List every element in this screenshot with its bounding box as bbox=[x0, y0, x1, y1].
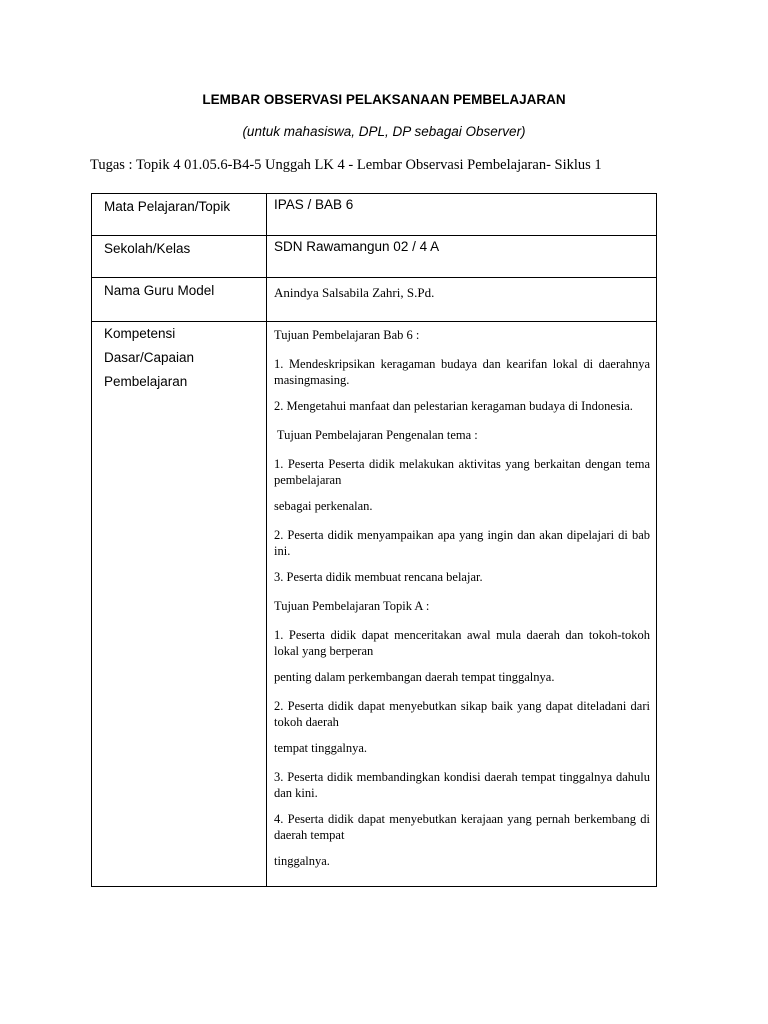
competency-label-line: Kompetensi bbox=[104, 326, 176, 341]
row-label-school-class: Sekolah/Kelas bbox=[92, 236, 267, 278]
competency-paragraph: sebagai perkenalan. bbox=[274, 499, 373, 513]
table-row bbox=[92, 236, 657, 278]
competency-paragraph: 4. Peserta didik dapat menyebutkan kerajaan yang pernah berkembang di daerah tempat bbox=[274, 812, 650, 842]
table-row bbox=[92, 322, 657, 887]
row-value-subject: IPAS / BAB 6 bbox=[267, 194, 657, 236]
row-label-subject: Mata Pelajaran/Topik bbox=[92, 194, 267, 236]
document-subtitle: (untuk mahasiswa, DPL, DP sebagai Observer) bbox=[242, 124, 526, 139]
competency-paragraph: 3. Peserta didik membandingkan kondisi daerah tempat tinggalnya dahulu dan kini. bbox=[274, 770, 650, 800]
competency-paragraph: penting dalam perkembangan daerah tempat tinggalnya. bbox=[274, 670, 555, 684]
competency-paragraph: 3. Peserta didik membuat rencana belajar. bbox=[274, 570, 483, 584]
competency-paragraph: Tujuan Pembelajaran Bab 6 : bbox=[274, 328, 420, 342]
competency-paragraph: 1. Peserta didik dapat menceritakan awal mula daerah dan tokoh-tokoh lokal yang berperan bbox=[274, 628, 650, 658]
row-label-teacher: Nama Guru Model bbox=[92, 278, 267, 322]
row-value-school-class: SDN Rawamangun 02 / 4 A bbox=[267, 236, 657, 278]
document-title: LEMBAR OBSERVASI PELAKSANAAN PEMBELAJARAN bbox=[202, 92, 566, 107]
competency-paragraph: tinggalnya. bbox=[274, 854, 330, 868]
competency-paragraph: 2. Peserta didik menyampaikan apa yang ingin dan akan dipelajari di bab ini. bbox=[274, 528, 650, 558]
competency-paragraph: 1. Peserta Peserta didik melakukan aktivitas yang berkaitan dengan tema pembelajaran bbox=[274, 457, 650, 487]
table-row bbox=[92, 278, 657, 322]
competency-paragraph: Tujuan Pembelajaran Pengenalan tema : bbox=[274, 428, 478, 442]
row-value-competency bbox=[267, 322, 657, 887]
competency-paragraph: 1. Mendeskripsikan keragaman budaya dan kearifan lokal di daerahnya masingmasing. bbox=[274, 357, 650, 387]
competency-paragraph: tempat tinggalnya. bbox=[274, 741, 368, 755]
row-value-teacher: Anindya Salsabila Zahri, S.Pd. bbox=[267, 278, 657, 322]
competency-paragraph: 2. Mengetahui manfaat dan pelestarian keragaman budaya di Indonesia. bbox=[274, 399, 633, 413]
row-label-competency bbox=[92, 322, 267, 887]
competency-paragraph: 2. Peserta didik dapat menyebutkan sikap baik yang dapat diteladani dari tokoh daerah bbox=[274, 699, 650, 729]
competency-paragraph: Tujuan Pembelajaran Topik A : bbox=[274, 599, 430, 613]
task-line: Tugas : Topik 4 01.05.6-B4-5 Unggah LK 4 - Lembar Observasi Pembelajaran- Siklus 1 bbox=[90, 157, 602, 173]
table-row bbox=[92, 194, 657, 236]
observation-table bbox=[91, 193, 657, 887]
competency-label-line: Dasar/Capaian bbox=[104, 350, 195, 365]
competency-label-line: Pembelajaran bbox=[104, 374, 188, 389]
